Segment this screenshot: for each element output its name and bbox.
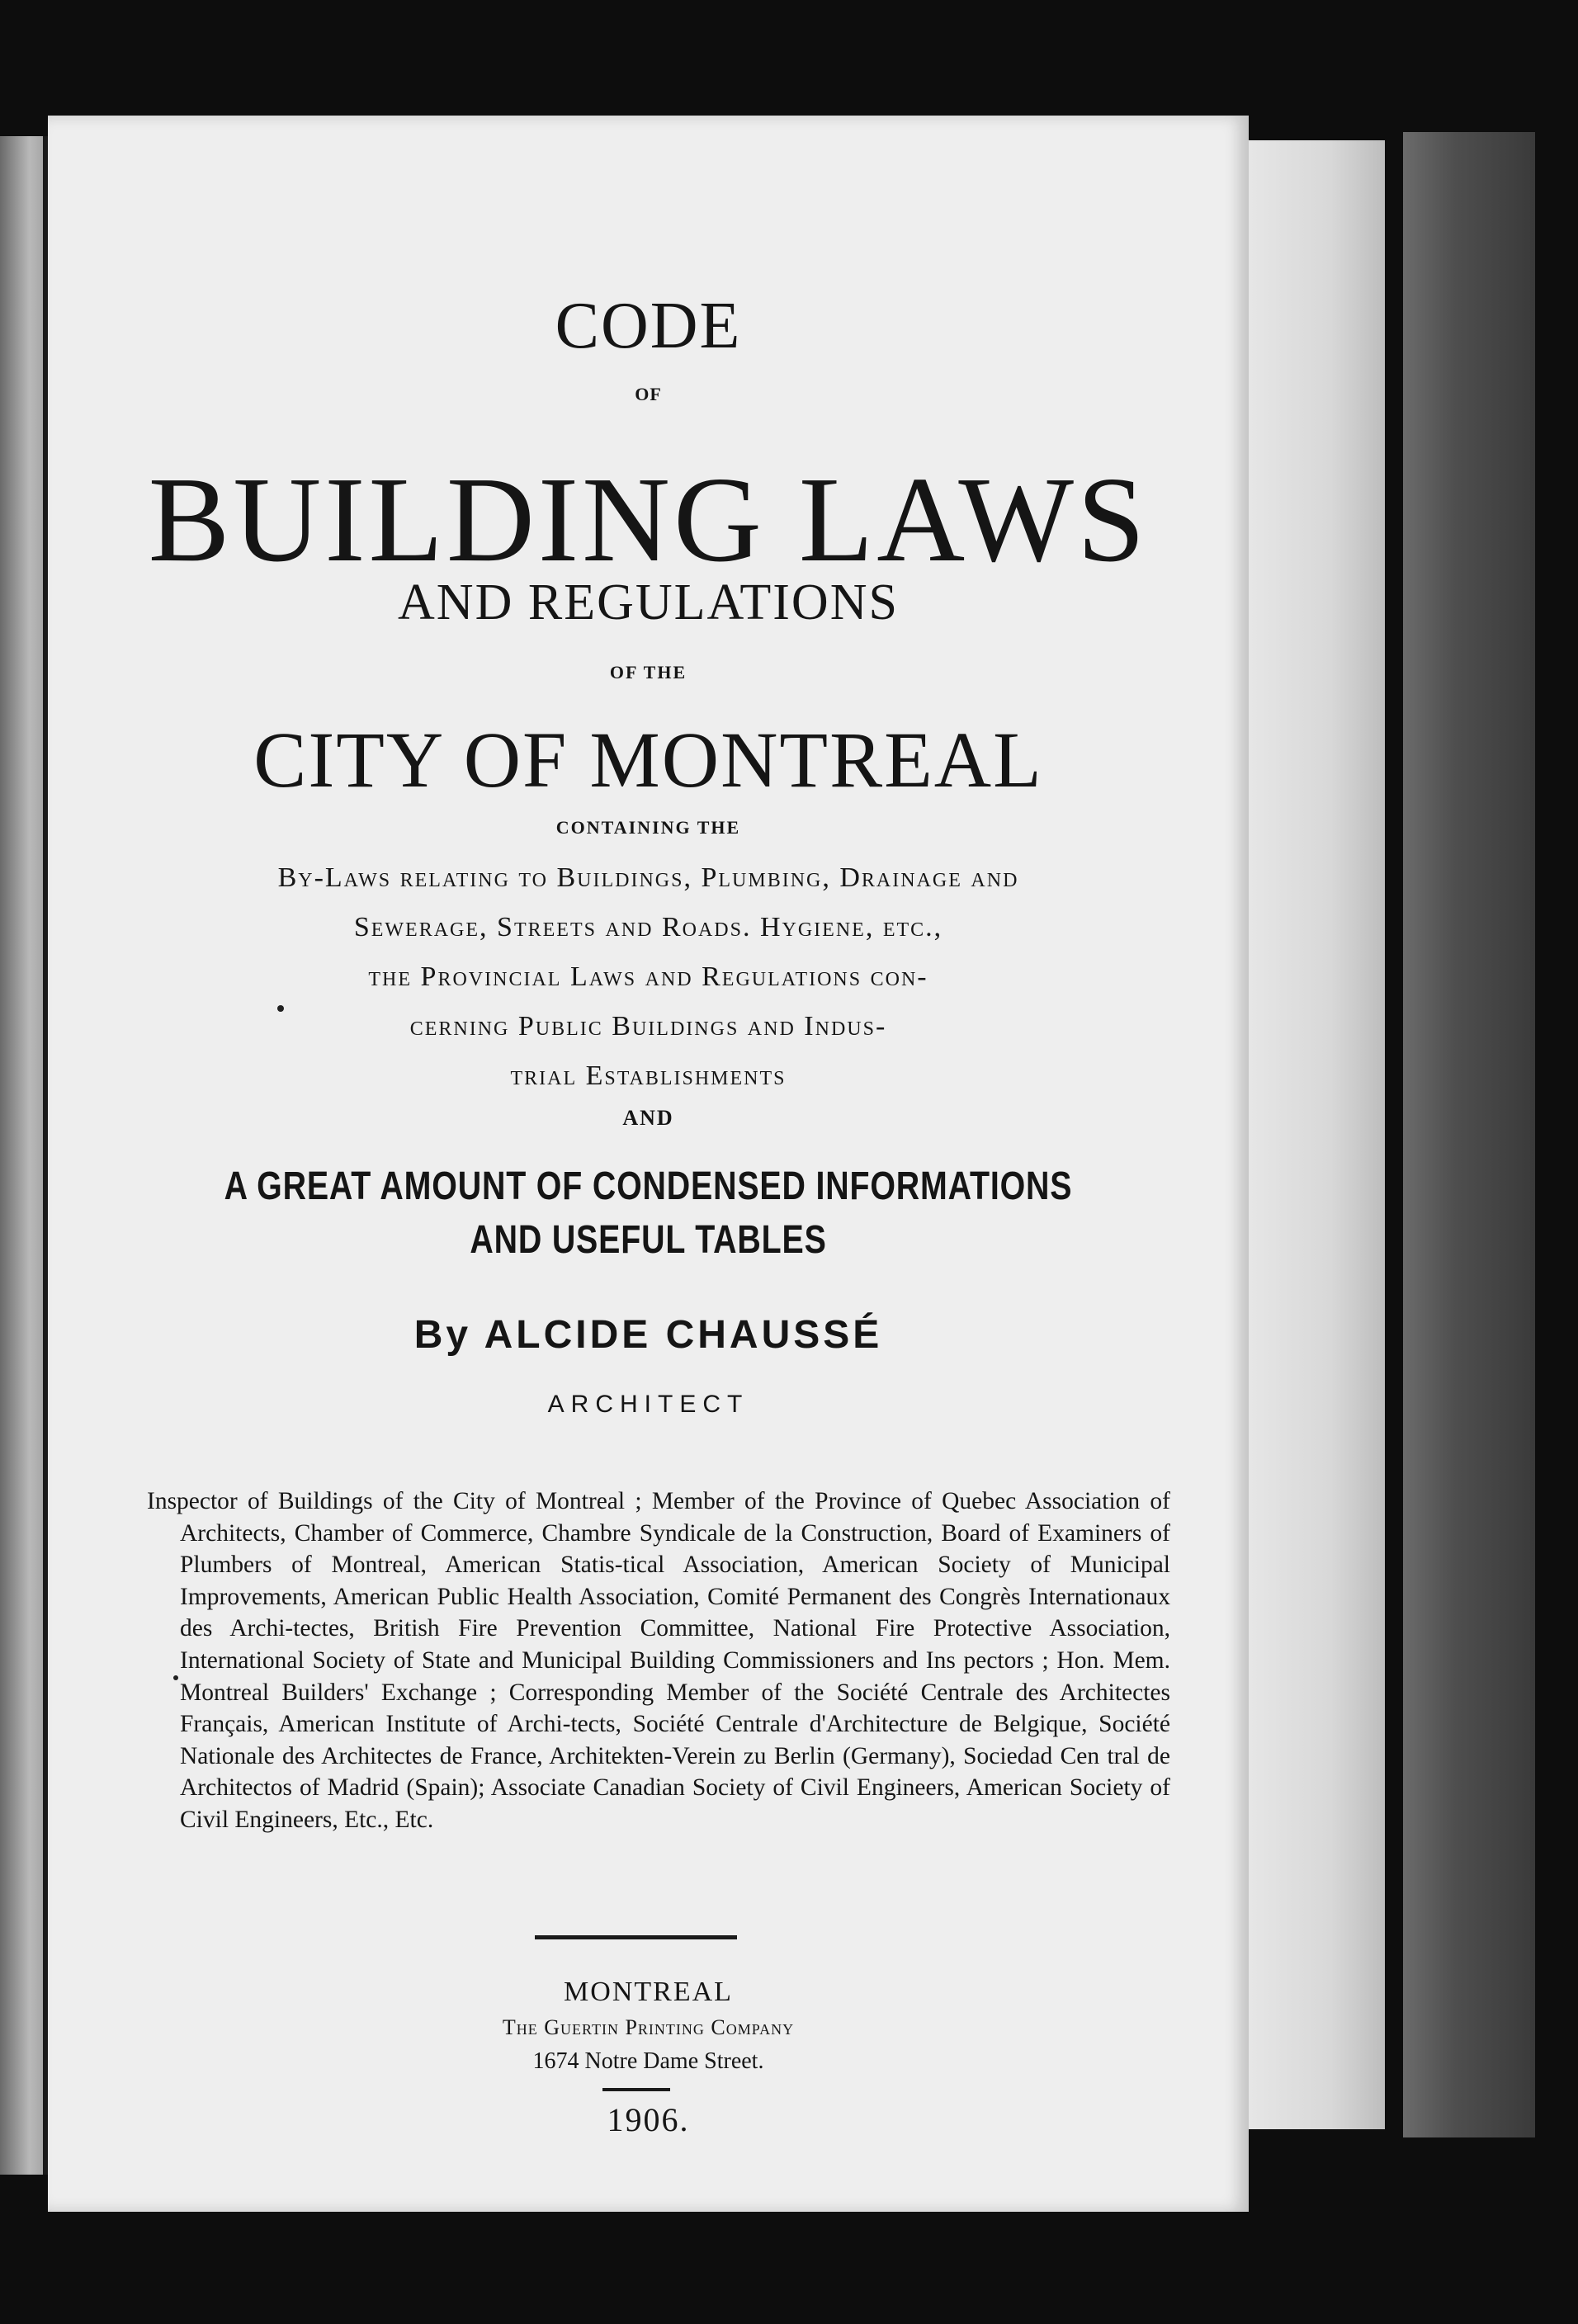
imprint-address: 1674 Notre Dame Street. (532, 2048, 764, 2074)
contents-line: the Provincial Laws and Regulations con- (368, 961, 928, 992)
short-divider-rule (602, 2088, 670, 2091)
title-code: CODE (555, 290, 742, 362)
imprint-city: MONTREAL (564, 1977, 733, 2007)
imprint-printer: The Guertin Printing Company (502, 2015, 795, 2039)
main-title: BUILDING LAWS (148, 452, 1149, 588)
subtitle-regulations: AND REGULATIONS (398, 574, 899, 631)
contents-line: By-Laws relating to Buildings, Plumbing, Drainage and (277, 862, 1019, 893)
condensed-line: AND USEFUL TABLES (470, 1218, 827, 1262)
and-divider: AND (622, 1106, 674, 1130)
contents-line: Sewerage, Streets and Roads. Hygiene, etc., (353, 912, 943, 942)
contents-line: trial Establishments (510, 1060, 787, 1091)
imprint-year: 1906. (607, 2101, 690, 2138)
ink-speck (173, 1675, 178, 1680)
ink-speck (277, 1005, 284, 1012)
page-stack-dark (1403, 132, 1535, 2137)
city-title: CITY OF MONTREAL (253, 716, 1043, 804)
containing-the: CONTAINING THE (555, 817, 741, 838)
title-page-text (48, 116, 1249, 2212)
profession: ARCHITECT (547, 1391, 749, 1418)
contents-line: cerning Public Buildings and Indus- (409, 1011, 887, 1042)
title-of: OF (635, 384, 662, 404)
condensed-line: A GREAT AMOUNT OF CONDENSED INFORMATIONS (224, 1164, 1073, 1208)
title-of-the: OF THE (609, 662, 687, 683)
divider-rule (535, 1935, 737, 1939)
page-stack-light (1249, 140, 1385, 2129)
credentials-paragraph: Inspector of Buildings of the City of Montreal ; Member of the Province of Quebec Association of Architects, Chamber of Commerce, Chambre Syndicale de la Construction, Board of Examiners of Plumbers of Montreal, American Statis-tical Association, American Society of Municipal Improvements, American Public Health Association, Comité Permanent des Congrès Internationaux des Archi-tectes, British Fire Prevention Committee, National Fire Protective Association, International Society of State and Municipal Building Commissioners and Ins pectors ; Hon. Mem. Montreal Builders' Exchange ; Corresponding Member of the Société Centrale des Architectes Français, American Institute of Archi-tects, Société Centrale d'Architecture de Belgique, Société Nationale des Architectes de France, Architekten-Verein zu Berlin (Germany), Sociedad Cen tral de Architectos of Madrid (Spain); Associate Canadian Society of Civil Engineers, American Society of Civil Engineers, Etc., Etc. (147, 1488, 1170, 1833)
author-line: By ALCIDE CHAUSSÉ (413, 1313, 883, 1357)
left-page-sliver (0, 136, 50, 2175)
